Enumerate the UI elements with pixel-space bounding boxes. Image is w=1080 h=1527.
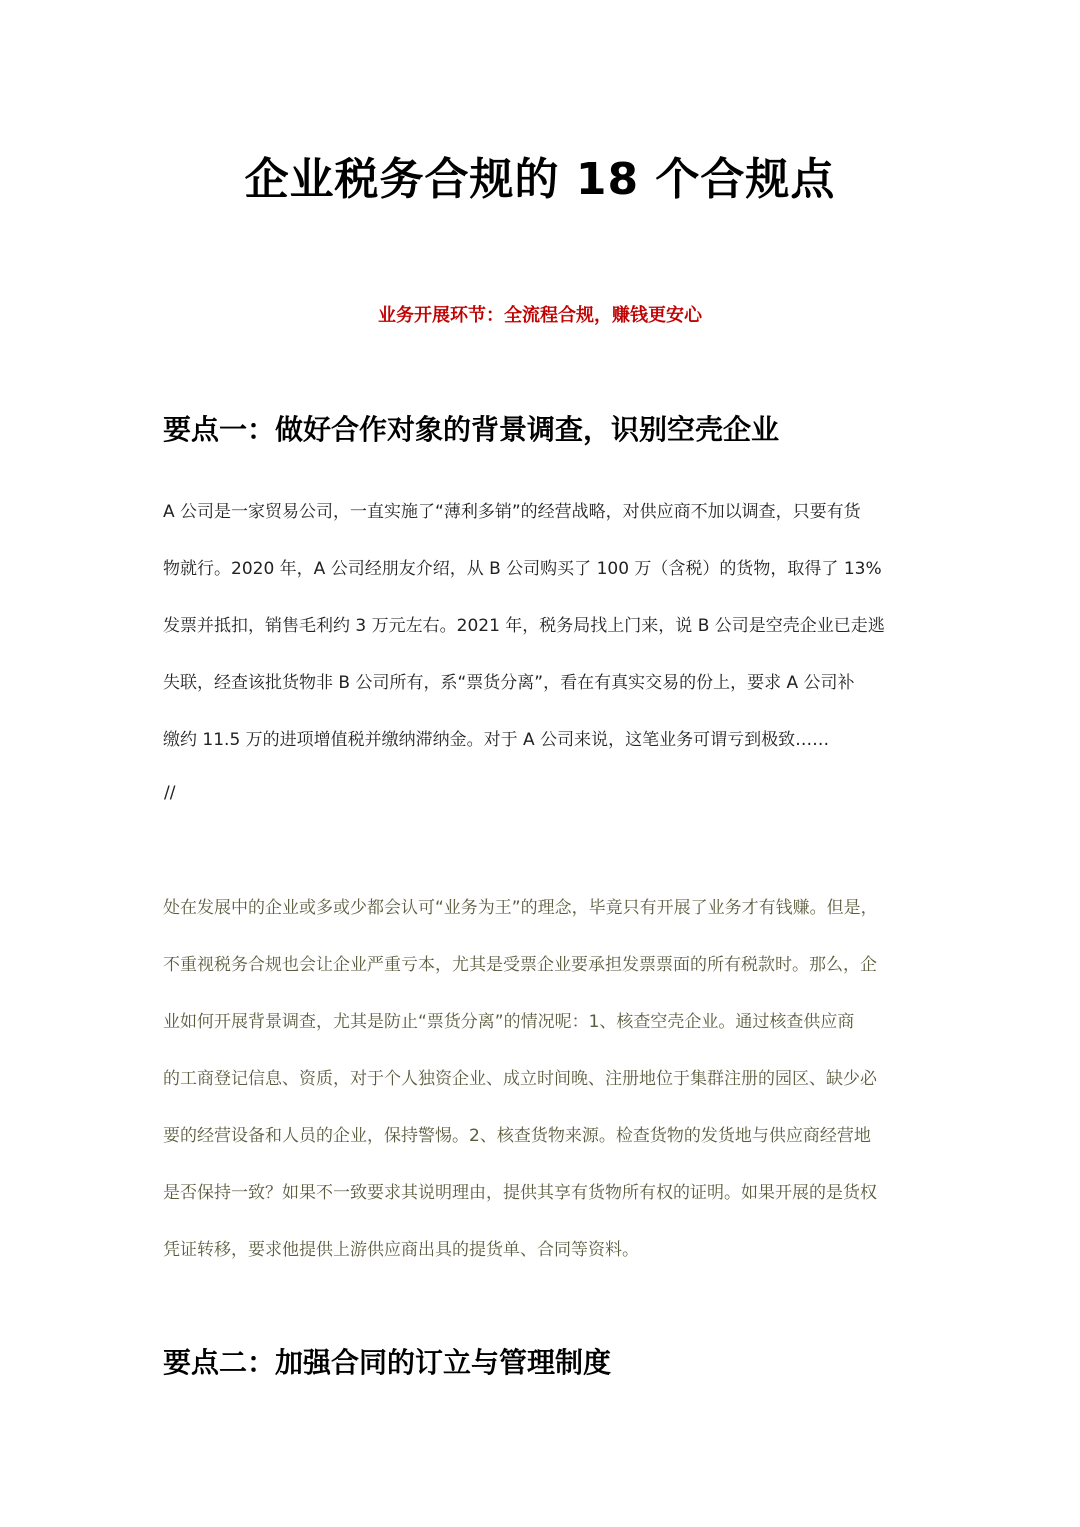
case-line: 失联，经查该批货物非 B 公司所有，系“票货分离”，看在有真实交易的份上，要求 A 公司补 <box>163 673 855 693</box>
heading-point-two: 要点二：加强合同的订立与管理制度 <box>163 1346 612 1379</box>
analysis-line: 不重视税务合规也会让企业严重亏本，尤其是受票企业要承担发票票面的所有税款时。那么，企 <box>163 955 877 975</box>
case-paragraph <box>163 500 918 785</box>
analysis-paragraph <box>163 896 918 1295</box>
separator-mark: // <box>164 783 176 803</box>
analysis-line: 是否保持一致？如果不一致要求其说明理由，提供其享有货物所有权的证明。如果开展的是货权 <box>163 1183 877 1203</box>
heading-point-one: 要点一：做好合作对象的背景调查，识别空壳企业 <box>163 413 780 446</box>
case-line: 发票并抵扣，销售毛利约 3 万元左右。2021 年，税务局找上门来，说 B 公司是空壳企业已走逃 <box>163 616 885 636</box>
analysis-line: 业如何开展背景调查，尤其是防止“票货分离”的情况呢：1、核查空壳企业。通过核查供应商 <box>163 1012 855 1032</box>
case-line: 缴约 11.5 万的进项增值税并缴纳滞纳金。对于 A 公司来说，这笔业务可谓亏到极致…… <box>163 730 830 750</box>
case-line: 物就行。2020 年，A 公司经朋友介绍，从 B 公司购买了 100 万（含税）的货物，取得了 13% <box>163 559 882 579</box>
analysis-line: 的工商登记信息、资质，对于个人独资企业、成立时间晚、注册地位于集群注册的园区、缺少必 <box>163 1069 877 1089</box>
section-subtitle: 业务开展环节：全流程合规，赚钱更安心 <box>378 305 702 326</box>
analysis-line: 要的经营设备和人员的企业，保持警惕。2、核查货物来源。检查货物的发货地与供应商经营地 <box>163 1126 871 1146</box>
analysis-line: 处在发展中的企业或多或少都会认可“业务为王”的理念，毕竟只有开展了业务才有钱赚。但是， <box>163 898 878 918</box>
analysis-line: 凭证转移，要求他提供上游供应商出具的提货单、合同等资料。 <box>163 1240 639 1260</box>
case-line: A 公司是一家贸易公司，一直实施了“薄利多销”的经营战略，对供应商不加以调查，只要有货 <box>163 502 861 522</box>
document-title: 企业税务合规的 18 个合规点 <box>244 154 836 205</box>
